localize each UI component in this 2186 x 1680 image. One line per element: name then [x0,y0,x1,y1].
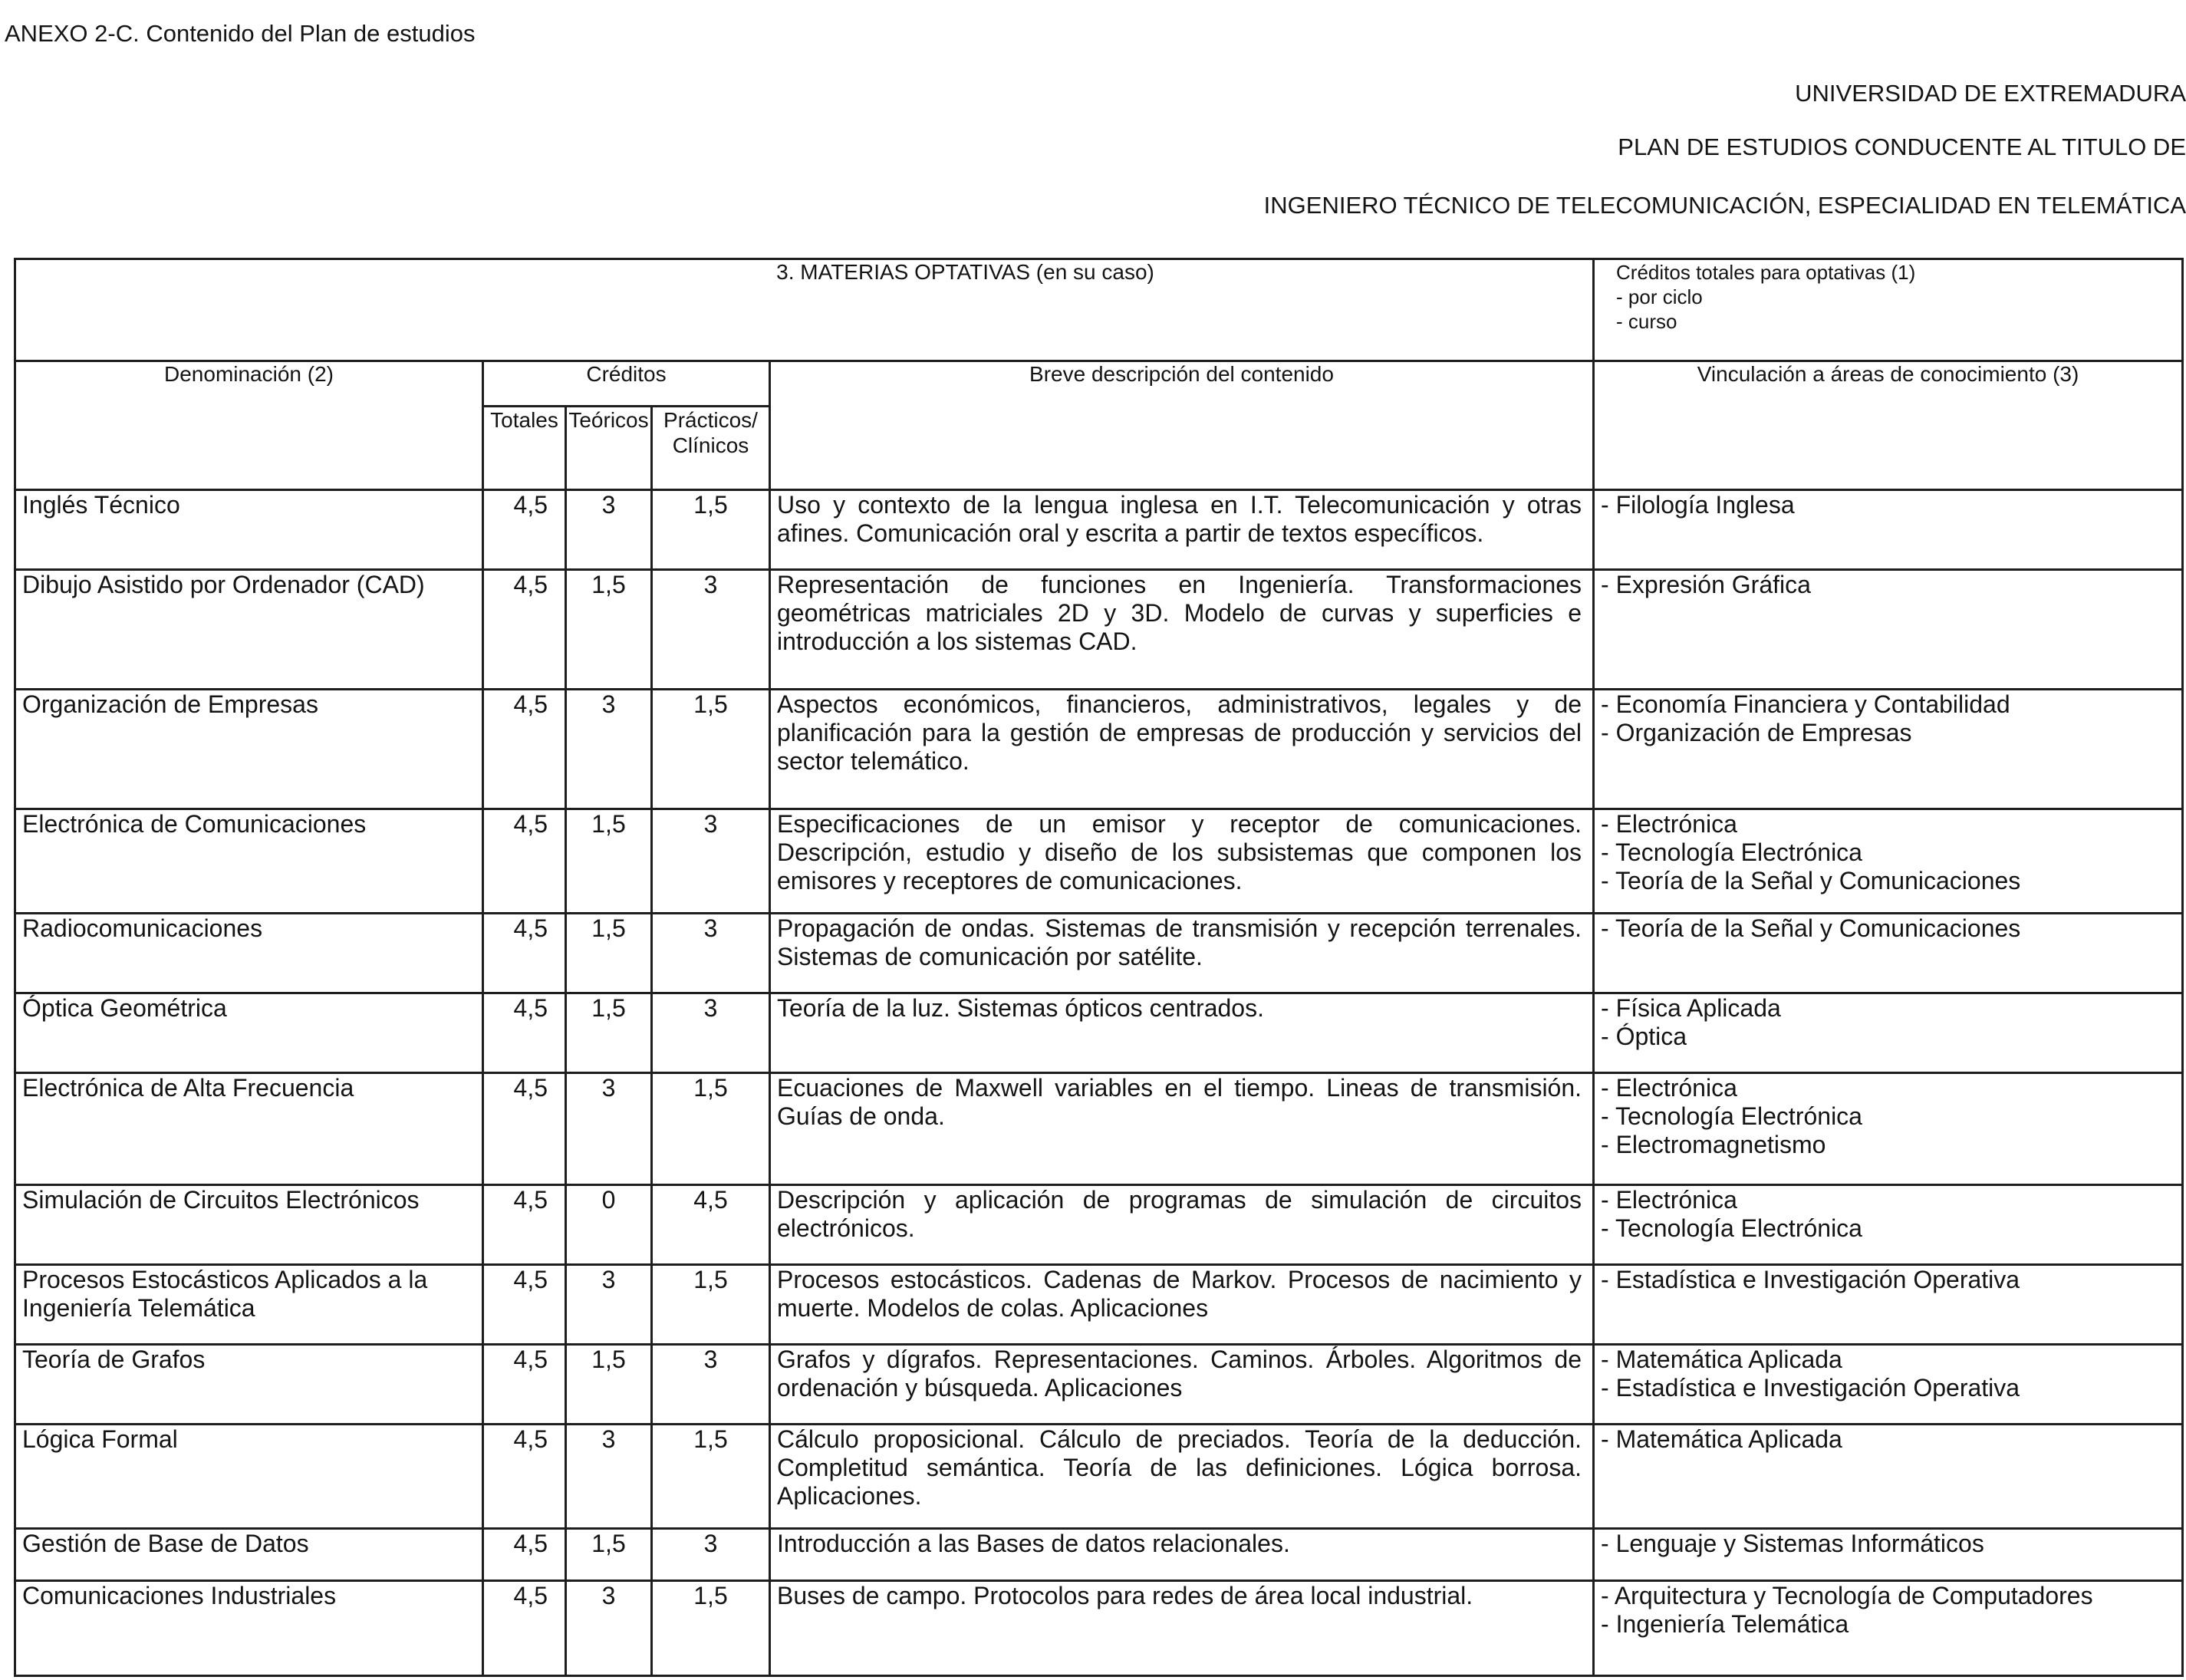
section-title: 3. MATERIAS OPTATIVAS (en su caso) [15,259,1594,361]
knowledge-areas [1594,1265,2183,1345]
credits-total: 4,5 [483,993,566,1073]
knowledge-area-item: - Tecnología Electrónica [1601,1102,1862,1130]
credits-practical: 1,5 [652,1073,770,1185]
column-header-row [15,361,2183,407]
table-row [15,1265,2183,1345]
table-row [15,490,2183,570]
credits-theory: 3 [566,1425,652,1529]
knowledge-area-item: - Arquitectura y Tecnología de Computadores [1601,1582,2093,1609]
subject-description: Especificaciones de un emisor y receptor de comunicaciones. Descripción, estudio y diseño de los subsistemas que componen los emisores y receptores de comunicaciones. [770,809,1594,914]
subject-description: Teoría de la luz. Sistemas ópticos centrados. [770,993,1594,1073]
knowledge-area-item: - Expresión Gráfica [1601,571,1811,598]
knowledge-areas [1594,914,2183,993]
knowledge-areas [1594,1073,2183,1185]
subject-description: Ecuaciones de Maxwell variables en el tiempo. Lineas de transmisión. Guías de onda. [770,1073,1594,1185]
knowledge-area-item: - Organización de Empresas [1601,719,1912,746]
subject-description: Propagación de ondas. Sistemas de transmisión y recepción terrenales. Sistemas de comunicación por satélite. [770,914,1594,993]
knowledge-area-item: - Óptica [1601,1023,1687,1050]
curriculum-table [14,258,2184,1677]
credits-total: 4,5 [483,809,566,914]
knowledge-area-item: - Tecnología Electrónica [1601,1214,1862,1242]
column-header-name: Denominación (2) [15,361,483,490]
column-header-credits: Créditos [483,361,770,407]
credits-theory: 3 [566,1265,652,1345]
optional-credits-per-course: - curso [1616,310,1677,333]
knowledge-areas [1594,570,2183,690]
column-header-practical-line2: Clínicos [672,433,749,457]
subject-description: Representación de funciones en Ingeniería. Transformaciones geométricas matriciales 2D y 3D. Modelo de curvas y superficies e introducción a los sistemas CAD. [770,570,1594,690]
credits-total: 4,5 [483,1425,566,1529]
column-header-areas: Vinculación a áreas de conocimiento (3) [1594,361,2183,490]
knowledge-areas [1594,1425,2183,1529]
knowledge-area-item: - Teoría de la Señal y Comunicaciones [1601,914,2021,942]
subject-name: Comunicaciones Industriales [15,1581,483,1676]
annex-title: ANEXO 2-C. Contenido del Plan de estudios [5,20,476,47]
credits-theory: 3 [566,1581,652,1676]
subject-name: Teoría de Grafos [15,1345,483,1425]
subject-name: Simulación de Circuitos Electrónicos [15,1185,483,1265]
subject-name: Inglés Técnico [15,490,483,570]
subject-name: Óptica Geométrica [15,993,483,1073]
credits-practical: 3 [652,1345,770,1425]
subject-description: Aspectos económicos, financieros, administrativos, legales y de planificación para la gestión de empresas de producción y servicios del sector telemático. [770,690,1594,809]
credits-theory: 1,5 [566,1345,652,1425]
credits-total: 4,5 [483,1265,566,1345]
subject-description: Cálculo proposicional. Cálculo de preciados. Teoría de la deducción. Completitud semántica. Teoría de las definiciones. Lógica borrosa. Aplicaciones. [770,1425,1594,1529]
credits-practical: 1,5 [652,1581,770,1676]
table-row [15,993,2183,1073]
credits-theory: 3 [566,490,652,570]
credits-theory: 1,5 [566,809,652,914]
credits-practical: 1,5 [652,1425,770,1529]
knowledge-areas [1594,490,2183,570]
subject-name: Lógica Formal [15,1425,483,1529]
knowledge-areas [1594,1529,2183,1581]
subject-name: Dibujo Asistido por Ordenador (CAD) [15,570,483,690]
knowledge-area-item: - Matemática Aplicada [1601,1425,1842,1453]
subject-name: Electrónica de Alta Frecuencia [15,1073,483,1185]
subject-description: Descripción y aplicación de programas de simulación de circuitos electrónicos. [770,1185,1594,1265]
section-header-row [15,259,2183,361]
subject-name: Organización de Empresas [15,690,483,809]
knowledge-area-item: - Ingeniería Telemática [1601,1610,1849,1638]
knowledge-area-item: - Electrónica [1601,1074,1737,1102]
credits-total: 4,5 [483,490,566,570]
credits-total: 4,5 [483,1529,566,1581]
column-header-practical-line1: Prácticos/ [663,408,758,432]
knowledge-area-item: - Electrónica [1601,810,1737,838]
credits-practical: 3 [652,1529,770,1581]
table-row [15,1345,2183,1425]
credits-theory: 1,5 [566,570,652,690]
credits-total: 4,5 [483,690,566,809]
credits-practical: 1,5 [652,490,770,570]
table-row [15,809,2183,914]
optional-credits-title: Créditos totales para optativas (1) [1616,261,1916,284]
credits-practical: 3 [652,570,770,690]
credits-total: 4,5 [483,1581,566,1676]
table-row [15,1073,2183,1185]
credits-practical: 3 [652,914,770,993]
knowledge-areas [1594,1185,2183,1265]
knowledge-area-item: - Matemática Aplicada [1601,1346,1842,1373]
credits-theory: 3 [566,690,652,809]
knowledge-area-item: - Lenguaje y Sistemas Informáticos [1601,1530,1984,1557]
plan-title: PLAN DE ESTUDIOS CONDUCENTE AL TITULO DE [1618,133,2186,160]
credits-theory: 0 [566,1185,652,1265]
credits-theory: 1,5 [566,993,652,1073]
optional-credits-per-cycle: - por ciclo [1616,285,1703,308]
subject-description: Introducción a las Bases de datos relacionales. [770,1529,1594,1581]
knowledge-area-item: - Estadística e Investigación Operativa [1601,1266,2020,1293]
credits-total: 4,5 [483,1345,566,1425]
knowledge-areas [1594,1345,2183,1425]
table-row [15,690,2183,809]
knowledge-area-item: - Estadística e Investigación Operativa [1601,1374,2020,1402]
subject-description: Procesos estocásticos. Cadenas de Markov. Procesos de nacimiento y muerte. Modelos de colas. Aplicaciones [770,1265,1594,1345]
degree-title: INGENIERO TÉCNICO DE TELECOMUNICACIÓN, ESPECIALIDAD EN TELEMÁTICA [1263,192,2186,219]
knowledge-area-item: - Tecnología Electrónica [1601,838,1862,866]
credits-practical: 4,5 [652,1185,770,1265]
credits-theory: 1,5 [566,1529,652,1581]
subject-name: Gestión de Base de Datos [15,1529,483,1581]
knowledge-area-item: - Electrónica [1601,1186,1737,1214]
credits-practical: 3 [652,809,770,914]
credits-practical: 1,5 [652,1265,770,1345]
knowledge-area-item: - Economía Financiera y Contabilidad [1601,690,2010,718]
credits-theory: 3 [566,1073,652,1185]
knowledge-area-item: - Física Aplicada [1601,994,1781,1022]
subject-description: Uso y contexto de la lengua inglesa en I.T. Telecomunicación y otras afines. Comunicación oral y escrita a partir de textos específicos. [770,490,1594,570]
table-row [15,570,2183,690]
knowledge-areas [1594,1581,2183,1676]
knowledge-areas [1594,993,2183,1073]
credits-total: 4,5 [483,1073,566,1185]
knowledge-areas [1594,690,2183,809]
column-header-total: Totales [483,407,566,490]
column-header-practical [652,407,770,490]
subject-name: Electrónica de Comunicaciones [15,809,483,914]
table-row [15,1185,2183,1265]
table-row [15,1581,2183,1676]
column-header-description: Breve descripción del contenido [770,361,1594,490]
table-row [15,1529,2183,1581]
knowledge-area-item: - Electromagnetismo [1601,1131,1826,1158]
knowledge-areas [1594,809,2183,914]
column-header-theory: Teóricos [566,407,652,490]
subject-description: Buses de campo. Protocolos para redes de área local industrial. [770,1581,1594,1676]
optional-credits-box [1594,259,2183,361]
knowledge-area-item: - Filología Inglesa [1601,491,1795,519]
credits-practical: 1,5 [652,690,770,809]
subject-name: Radiocomunicaciones [15,914,483,993]
credits-total: 4,5 [483,914,566,993]
credits-total: 4,5 [483,1185,566,1265]
university-name: UNIVERSIDAD DE EXTREMADURA [1795,80,2186,107]
knowledge-area-item: - Teoría de la Señal y Comunicaciones [1601,867,2021,894]
table-row [15,914,2183,993]
credits-total: 4,5 [483,570,566,690]
credits-practical: 3 [652,993,770,1073]
subject-description: Grafos y dígrafos. Representaciones. Caminos. Árboles. Algoritmos de ordenación y búsqueda. Aplicaciones [770,1345,1594,1425]
credits-theory: 1,5 [566,914,652,993]
table-row [15,1425,2183,1529]
subject-name: Procesos Estocásticos Aplicados a la Ingeniería Telemática [15,1265,483,1345]
